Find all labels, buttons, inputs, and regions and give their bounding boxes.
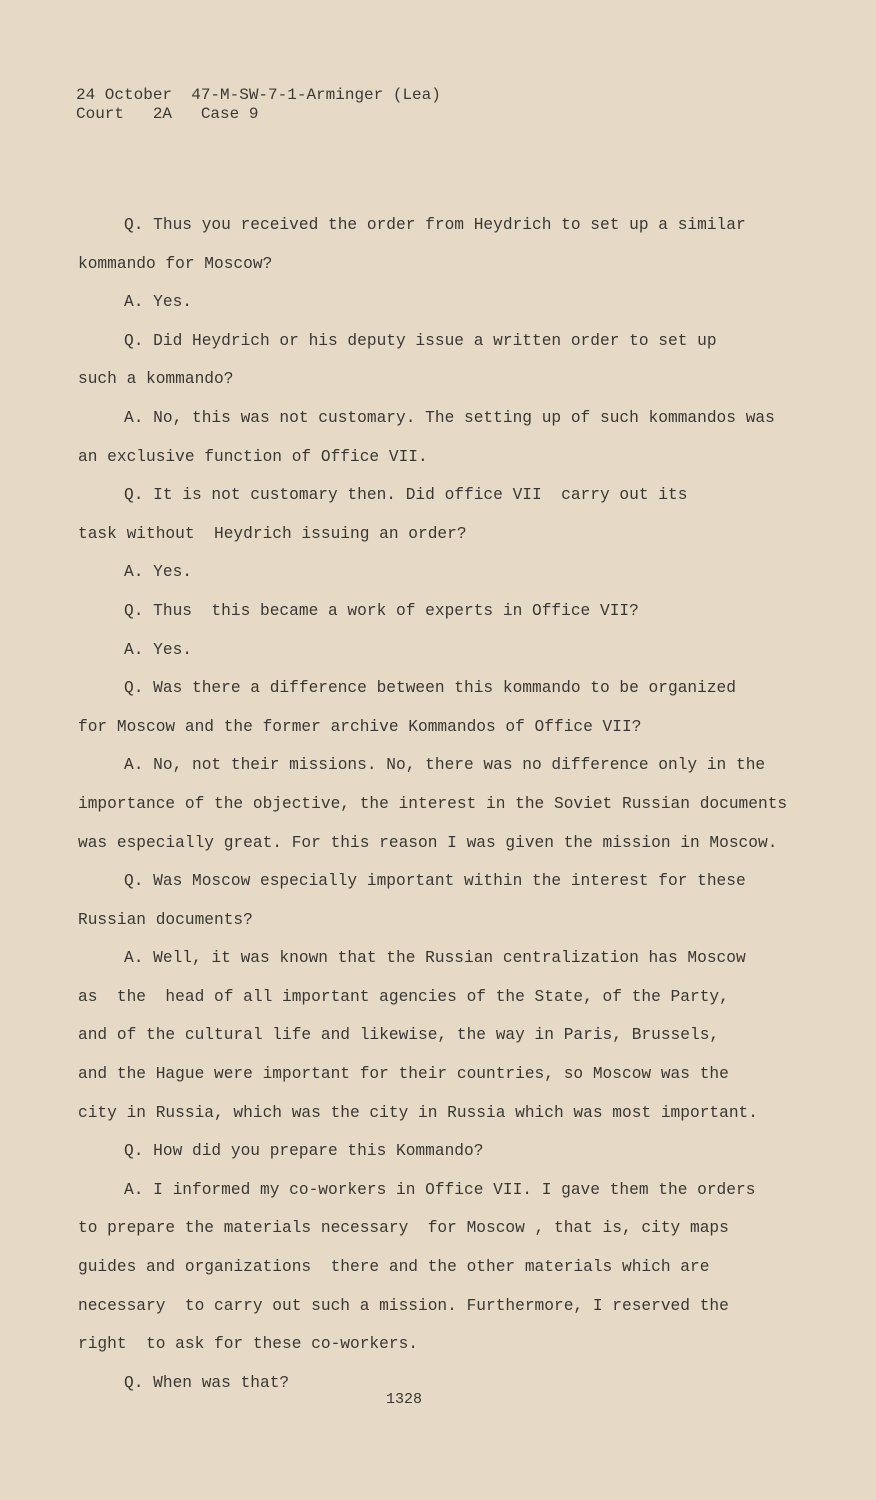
- transcript-line: A. Yes.: [124, 293, 192, 312]
- transcript-line: as the head of all important agencies of the State, of the Party,: [78, 987, 729, 1006]
- transcript-line: right to ask for these co-workers.: [78, 1335, 418, 1354]
- transcript-line: Q. When was that?: [124, 1373, 290, 1392]
- transcript-line: an exclusive function of Office VII.: [78, 447, 428, 466]
- transcript-line: for Moscow and the former archive Kommandos of Office VII?: [78, 717, 642, 736]
- transcript-line: A. No, not their missions. No, there was no difference only in the: [124, 756, 766, 775]
- page-number: 1328: [386, 1391, 423, 1408]
- transcript-line: A. I informed my co-workers in Office VII. I gave them the orders: [124, 1180, 756, 1199]
- transcript-line: Russian documents?: [78, 910, 253, 929]
- transcript-line: Q. Was there a difference between this kommando to be organized: [124, 679, 736, 698]
- transcript-line: A. Yes.: [124, 563, 192, 582]
- header-date-line: 24 October 47-M-SW-7-1-Arminger (Lea): [76, 86, 441, 104]
- transcript-line: Q. How did you prepare this Kommando?: [124, 1142, 484, 1161]
- transcript-line: guides and organizations there and the other materials which are: [78, 1258, 710, 1277]
- transcript-line: necessary to carry out such a mission. Furthermore, I reserved the: [78, 1296, 729, 1315]
- transcript-line: kommando for Moscow?: [78, 254, 273, 273]
- transcript-line: A. Well, it was known that the Russian centralization has Moscow: [124, 949, 746, 968]
- transcript-line: to prepare the materials necessary for Moscow , that is, city maps: [78, 1219, 729, 1238]
- transcript-line: such a kommando?: [78, 370, 234, 389]
- transcript-line: Q. Thus this became a work of experts in Office VII?: [124, 601, 639, 620]
- transcript-line: A. No, this was not customary. The setting up of such kommandos was: [124, 408, 775, 427]
- transcript-line: task without Heydrich issuing an order?: [78, 524, 467, 543]
- transcript-line: and the Hague were important for their countries, so Moscow was the: [78, 1065, 729, 1084]
- transcript-line: importance of the objective, the interest in the Soviet Russian documents: [78, 794, 788, 813]
- header-court-line: Court 2A Case 9: [76, 105, 259, 123]
- transcript-line: city in Russia, which was the city in Russia which was most important.: [78, 1103, 758, 1122]
- transcript-line: Q. Was Moscow especially important within the interest for these: [124, 872, 746, 891]
- transcript-body: [78, 212, 798, 1408]
- transcript-line: Q. Thus you received the order from Heydrich to set up a similar: [124, 216, 746, 234]
- transcript-line: A. Yes.: [124, 640, 192, 659]
- document-header: [76, 86, 441, 124]
- transcript-line: Q. Did Heydrich or his deputy issue a written order to set up: [124, 331, 717, 350]
- transcript-line: Q. It is not customary then. Did office VII carry out its: [124, 486, 688, 505]
- transcript-line: was especially great. For this reason I was given the mission in Moscow.: [78, 833, 778, 852]
- transcript-line: and of the cultural life and likewise, the way in Paris, Brussels,: [78, 1026, 720, 1045]
